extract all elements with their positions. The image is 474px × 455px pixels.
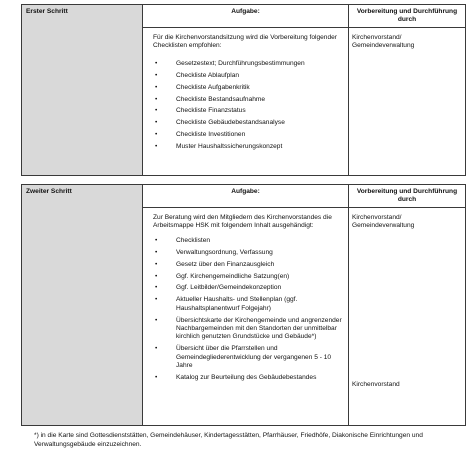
bullet-icon: • xyxy=(155,107,158,115)
bullet-icon: • xyxy=(155,83,158,91)
list-item xyxy=(153,284,344,292)
list-item xyxy=(153,345,344,370)
step-2-table xyxy=(21,184,466,426)
list-item xyxy=(153,119,344,127)
list-item-text: Checkliste Aufgabenkritik xyxy=(176,83,250,91)
bullet-icon: • xyxy=(155,284,158,292)
responsible-line: Gemeindeverwaltung xyxy=(352,42,415,50)
list-item-text: Checklisten xyxy=(176,236,211,244)
list-item xyxy=(153,249,344,257)
list-item xyxy=(153,296,344,313)
list-item xyxy=(153,60,344,68)
list-item xyxy=(153,273,344,281)
step-2-intro: Zur Beratung wird den Mitgliedern des Kirchenvorstandes die Arbeitsmappe HSK mit folgendem Inhalt ausgehändigt: xyxy=(153,214,332,230)
step-2-task-header: Aufgabe: xyxy=(143,185,349,208)
list-item-text: Ggf. Kirchengemeindliche Satzung(en) xyxy=(176,272,290,280)
list-item-text: Verwaltungsordnung, Verfassung xyxy=(176,248,273,256)
list-item xyxy=(153,84,344,92)
list-item xyxy=(153,143,344,151)
list-item-text: Übersicht über die Pfarrstellen und Gemeindegliederentwicklung der vergangenen 5 - 10 Jahre xyxy=(176,345,332,370)
list-item-text: Checkliste Investitionen xyxy=(176,131,246,139)
responsible-line: Kirchenvorstand/ xyxy=(352,34,402,41)
step-1-task-header: Aufgabe: xyxy=(143,5,349,28)
list-item-text: Checkliste Ablaufplan xyxy=(176,71,240,79)
list-item-text: Übersichtskarte der Kirchengemeinde und angrenzender Nachbargemeinden mit den Standorten der unmittelbar kirchlich genutzten Grundstücke und Gebäude*) xyxy=(176,316,342,341)
step-1-intro: Für die Kirchenvorstandsitzung wird die Vorbereitung folgender Checklisten empfohlen: xyxy=(153,34,337,50)
bullet-icon: • xyxy=(155,345,158,353)
bullet-icon: • xyxy=(155,374,158,382)
list-item xyxy=(153,131,344,139)
responsible-line: Gemeindeverwaltung xyxy=(352,222,415,230)
list-item-text: Checkliste Gebäudebestandsanalyse xyxy=(176,119,285,127)
step-2-task-cell xyxy=(143,208,349,426)
step-1-responsible-header: Vorbereitung und Durchführung durch xyxy=(349,5,466,28)
responsible-line: Kirchenvorstand xyxy=(352,380,400,388)
step-2-contents-list xyxy=(153,237,344,383)
step-1-label: Erster Schritt xyxy=(22,5,143,176)
bullet-icon: • xyxy=(155,260,158,268)
list-item xyxy=(153,96,344,104)
bullet-icon: • xyxy=(155,59,158,67)
list-item xyxy=(153,261,344,269)
bullet-icon: • xyxy=(155,248,158,256)
list-item-text: Checkliste Bestandsaufnahme xyxy=(176,95,266,103)
step-2-responsible-cell xyxy=(349,208,466,426)
step-1-task-cell xyxy=(143,28,349,176)
bullet-icon: • xyxy=(155,296,158,304)
list-item-text: Katalog zur Beurteilung des Gebäudebestandes xyxy=(176,374,317,382)
bullet-icon: • xyxy=(155,316,158,324)
list-item-text: Ggf. Leitbilder/Gemeindekonzeption xyxy=(176,284,282,292)
bullet-icon: • xyxy=(155,272,158,280)
bullet-icon: • xyxy=(155,143,158,151)
bullet-icon: • xyxy=(155,119,158,127)
list-item-text: Muster Haushaltssicherungskonzept xyxy=(176,143,283,151)
list-item-text: Gesetzestext; Durchführungsbestimmungen xyxy=(176,59,305,67)
list-item xyxy=(153,237,344,245)
list-item-text: Gesetz über den Finanzausgleich xyxy=(176,260,275,268)
bullet-icon: • xyxy=(155,95,158,103)
bullet-icon: • xyxy=(155,236,158,244)
footnote: *) in die Karte sind Gottesdienststätten, Gemeindehäuser, Kindertagesstätten, Pfarrhäuser, Friedhöfe, Diakonische Einrichtungen und Verwaltungsgebäude einzuzeichnen. xyxy=(34,432,423,449)
list-item-text: Aktueller Haushalts- und Stellenplan (ggf. Haushaltsplanentwurf Folgejahr) xyxy=(176,296,298,312)
list-item-text: Checkliste Finanzstatus xyxy=(176,107,246,115)
bullet-icon: • xyxy=(155,131,158,139)
step-2-responsible-header: Vorbereitung und Durchführung durch xyxy=(349,185,466,208)
step-1-table xyxy=(21,4,466,176)
step-1-checklist xyxy=(153,60,344,152)
list-item xyxy=(153,107,344,115)
list-item xyxy=(153,374,344,382)
list-item xyxy=(153,72,344,80)
responsible-line: Kirchenvorstand/ xyxy=(352,214,402,221)
bullet-icon: • xyxy=(155,71,158,79)
list-item xyxy=(153,317,344,342)
step-1-responsible-cell xyxy=(349,28,466,176)
step-2-label: Zweiter Schritt xyxy=(22,185,143,426)
